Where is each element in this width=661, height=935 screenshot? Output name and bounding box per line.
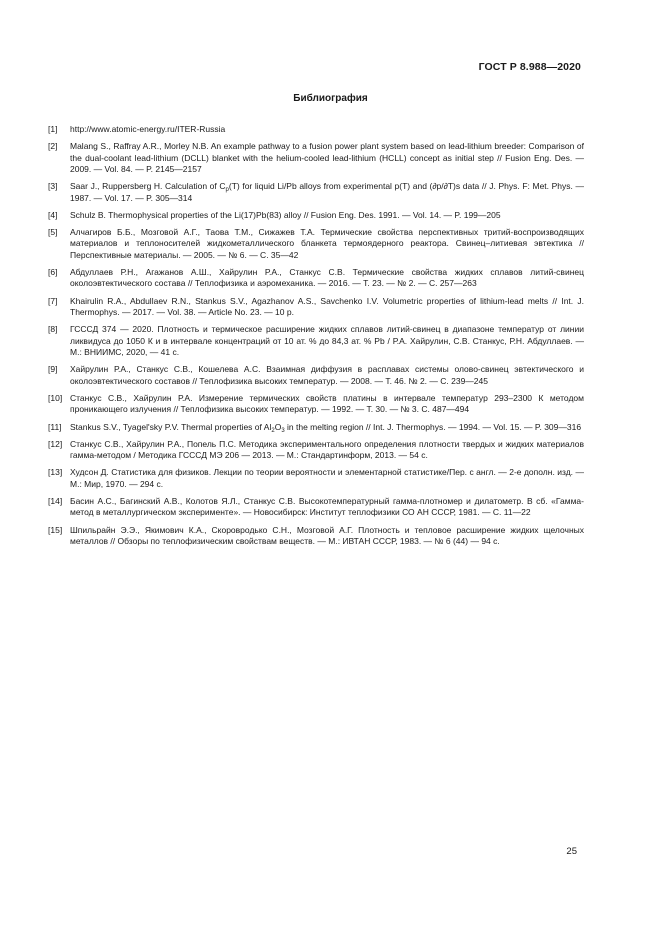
reference-item <box>48 181 584 204</box>
reference-number: [2] <box>48 141 58 152</box>
reference-number: [9] <box>48 364 58 375</box>
reference-item <box>48 422 584 433</box>
reference-text-part: O <box>274 421 282 432</box>
section-title: Библиография <box>293 93 368 104</box>
reference-text: Станкус С.В., Хайрулин Р.А. Измерение термических свойств платины в интервале температур 293–2300 К методом проникающего излучения // Теплофизика высоких температур. — 1992. — Т. 30. — № 3. С. 487—494 <box>70 392 584 415</box>
reference-item <box>48 525 584 548</box>
reference-text: Абдуллаев Р.Н., Агажанов А.Ш., Хайрулин Р.А., Станкус С.В. Термические свойства жидких сплавов литий-свинец околоэвтектического состава // Теплофизика и аэромеханика. — 2016. — Т. 23. — № 2. — С. 257—263 <box>70 267 584 289</box>
reference-text: ГСССД 374 — 2020. Плотность и термическое расширение жидких сплавов литий-свинец в диапазоне температур от линии ликвидуса до 1050 К и в интервале концентраций от 10 ат. % до 84,3 ат. % Pb / Р.А. Хайрулин, С.В. Станкус, Р.Н. Абдуллаев. — М.: ВНИИМС, 2020, — 41 с. <box>70 324 584 358</box>
reference-item <box>48 296 584 319</box>
reference-text: Басин А.С., Багинский А.В., Колотов Я.Л., Станкус С.В. Высокотемпературный гамма-плотномер и дилатометр. В сб. «Гамма-метод в металлургическом эксперименте». — Новосибирск: Институт теплофизики СО АН СССР, 1981. — С. 11—22 <box>70 495 584 518</box>
reference-item <box>48 439 584 462</box>
reference-text <box>70 422 584 433</box>
reference-text: Malang S., Raffray A.R., Morley N.B. An example pathway to a fusion power plant system based on lead-lithium breeder: Comparison of the dual-coolant lead-lithium (DCLL) blanket with the helium-cooled lead-lithium (HCLL) concept as initial step // Fusion Eng. Des. — 2009. — Vol. 84. — P. 2145—2157 <box>70 141 584 175</box>
reference-number: [8] <box>48 324 58 335</box>
reference-text-part: Saar J., Ruppersberg H. Calculation of C <box>70 181 226 192</box>
reference-item <box>48 124 584 135</box>
reference-item <box>48 210 584 221</box>
reference-number: [5] <box>48 227 58 238</box>
reference-text: http://www.atomic-energy.ru/ITER-Russia <box>70 124 226 134</box>
reference-text-part: in the melting region // Int. J. Thermophys. — 1994. — Vol. 15. — P. 309—316 <box>284 421 582 432</box>
reference-item <box>48 496 584 519</box>
reference-number: [1] <box>48 124 58 134</box>
reference-number: [4] <box>48 209 58 220</box>
reference-item <box>48 467 584 490</box>
reference-number: [13] <box>48 467 63 478</box>
reference-text-part: Stankus S.V., Tyagel'sky P.V. Thermal properties of Al <box>70 421 272 432</box>
reference-subscript: 2 <box>271 427 275 434</box>
reference-number: [14] <box>48 495 63 506</box>
reference-text <box>70 181 584 204</box>
reference-number: [10] <box>48 392 63 403</box>
reference-subscript: 3 <box>281 427 285 434</box>
reference-text: Хайрулин Р.А., Станкус С.В., Кошелева А.С. Взаимная диффузия в расплавах системы олово-свинец эвтектического и околоэвтектического составов // Теплофизика высоких температур. — 2008. — Т. 46. № 2. — С. 239—245 <box>70 364 584 386</box>
reference-number: [11] <box>48 421 62 432</box>
reference-item <box>48 267 584 290</box>
reference-item <box>48 364 584 387</box>
reference-text-part: (T) for liquid Li/Pb alloys from experimental p(T) and (∂p/∂T)s data // J. Phys. F: Met. Phys. — 1987. — Vol. 17. — P. 305—314 <box>70 181 584 203</box>
reference-text: Станкус С.В., Хайрулин Р.А., Попель П.С. Методика экспериментального определения плотности твердых и жидких материалов гамма-методом / Методика ГСССД МЭ 206 — 2013. — М.: Стандартинформ, 2013. — 54 с. <box>70 438 584 461</box>
reference-item <box>48 141 584 175</box>
document-code: ГОСТ Р 8.988—2020 <box>478 61 581 73</box>
reference-number: [15] <box>48 524 63 535</box>
reference-number: [12] <box>48 438 63 449</box>
reference-number: [3] <box>48 181 58 192</box>
page-number: 25 <box>566 846 577 857</box>
reference-subscript: p <box>225 187 229 194</box>
reference-list <box>48 124 584 553</box>
reference-text: Алчагиров Б.Б., Мозговой А.Г., Таова Т.М., Сижажев Т.А. Термические свойства перспективных тритий-воспроизводящих материалов и теплоносителей жидкометаллического бланкета термоядерного реактора. Свинец–литиевая эвтектика // Перспективные материалы. — 2005. — № 6. — С. 35—42 <box>70 227 584 260</box>
reference-item <box>48 227 584 261</box>
reference-text: Худсон Д. Статистика для физиков. Лекции по теории вероятности и элементарной статистике/Пер. с англ. — 2-е дополн. изд. — М.: Мир, 1970. — 294 с. <box>70 467 584 489</box>
reference-number: [7] <box>48 295 58 306</box>
reference-number: [6] <box>48 267 58 278</box>
reference-text: Шпильрайн Э.Э., Якимович К.А., Скоровродько С.Н., Мозговой А.Г. Плотность и тепловое расширение жидких щелочных металлов // Обзоры по теплофизическим свойствам веществ. — М.: ИВТАН СССР, 1983. — № 6 (44) — 94 с. <box>70 524 584 546</box>
reference-text: Khairulin R.A., Abdullaev R.N., Stankus S.V., Agazhanov A.S., Savchenko I.V. Volumetric properties of lithium-lead melts // Int. J. Thermophys. — 2017. — Vol. 38. — Article No. 23. — 10 p. <box>70 295 584 318</box>
reference-item <box>48 393 584 416</box>
reference-item <box>48 324 584 358</box>
reference-text: Schulz B. Thermophysical properties of the Li(17)Pb(83) alloy // Fusion Eng. Des. 1991. — Vol. 14. — P. 199—205 <box>70 209 501 220</box>
